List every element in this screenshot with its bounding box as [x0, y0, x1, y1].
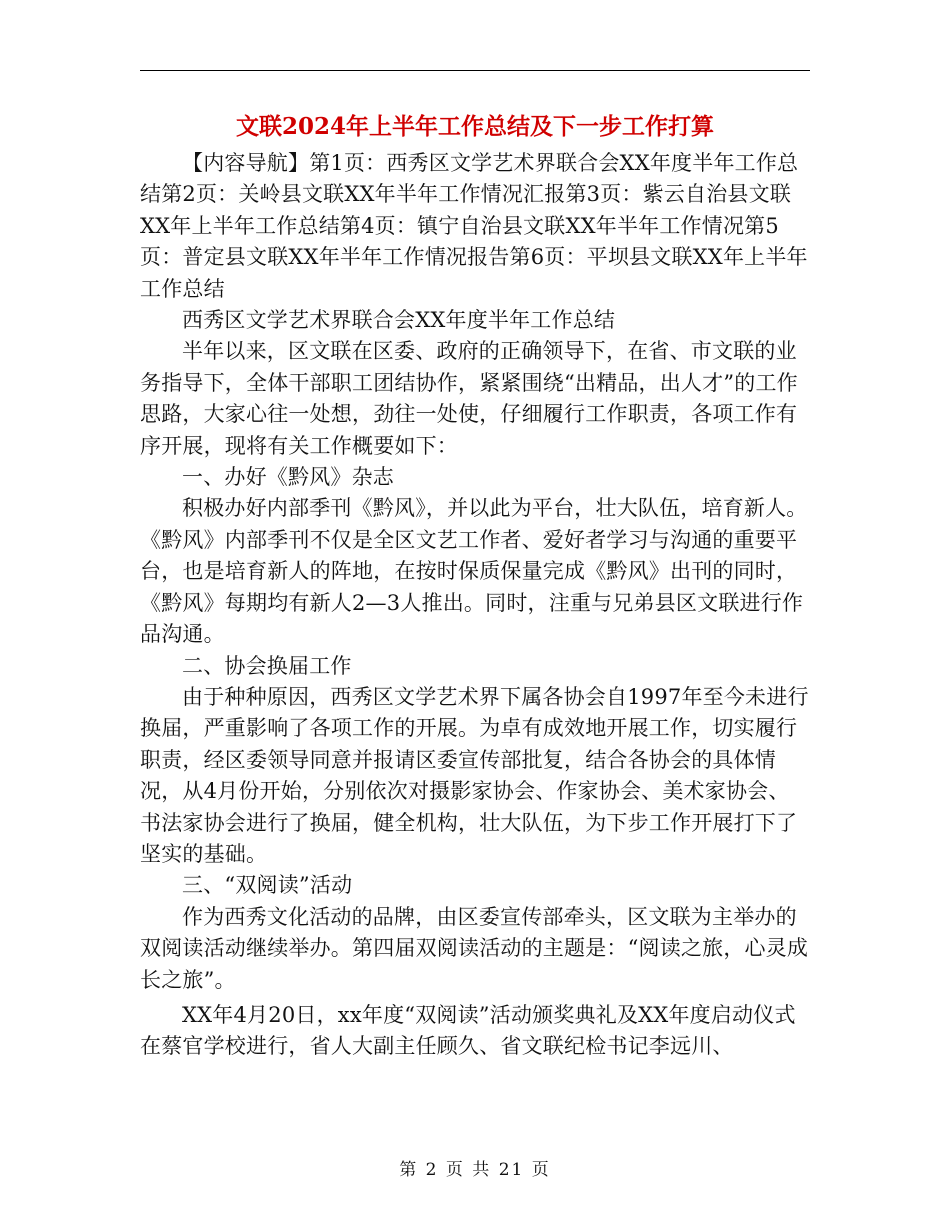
- section-heading: 西秀区文学艺术界联合会XX年度半年工作总结: [182, 308, 616, 333]
- section-heading: 二、协会换届工作: [182, 653, 352, 678]
- document-body: [140, 148, 810, 1063]
- body-paragraph: 积极办好内部季刊《黔风》，并以此为平台，壮大队伍，培育新人。《黔风》内部季刊不仅是全区文艺工作者、爱好者学习与沟通的重要平台，也是培育新人的阵地，在按时保质保量完成《黔风》出刊的同时，《黔风》每期均有新人2—3人推出。同时，注重与兄弟县区文联进行作品沟通。: [140, 496, 808, 647]
- body-paragraph: 半年以来，区文联在区委、政府的正确领导下，在省、市文联的业务指导下，全体干部职工团结协作，紧紧围绕“出精品，出人才”的工作思路，大家心往一处想，劲往一处使，仔细履行工作职责，各项工作有序开展，现将有关工作概要如下：: [140, 339, 798, 458]
- section-heading: 三、“双阅读”活动: [182, 873, 353, 898]
- body-paragraph: XX年4月20日，xx年度“双阅读”活动颁奖典礼及XX年度启动仪式在蔡官学校进行，省人大副主任顾久、省文联纪检书记李远川、: [140, 1002, 796, 1059]
- body-paragraph: 作为西秀文化活动的品牌，由区委宣传部牵头，区文联为主举办的双阅读活动继续举办。第四届双阅读活动的主题是：“阅读之旅，心灵成长之旅”。: [140, 904, 809, 992]
- body-paragraph: 由于种种原因，西秀区文学艺术界下属各协会自1997年至今未进行换届，严重影响了各项工作的开展。为卓有成效地开展工作，切实履行职责，经区委领导同意并报请区委宣传部批复，结合各协会的具体情况，从4月份开始，分别依次对摄影家协会、作家协会、美术家协会、书法家协会进行了换届，健全机构，壮大队伍，为下步工作开展打下了坚实的基础。: [140, 684, 809, 866]
- page-number-footer: 第 2 页 共 21 页: [399, 1160, 551, 1180]
- section-heading: 一、办好《黔风》杂志: [182, 465, 394, 490]
- header-rule: [140, 70, 810, 71]
- document-title: 文联2024年上半年工作总结及下一步工作打算: [235, 113, 714, 140]
- content-navigation-paragraph: 【内容导航】第1页：西秀区文学艺术界联合会XX年度半年工作总结第2页：关岭县文联XX年半年工作情况汇报第3页：紫云自治县文联XX年上半年工作总结第4页：镇宁自治县文联XX年半年工作情况第5页：普定县文联XX年半年工作情况报告第6页：平坝县文联XX年上半年工作总结: [140, 151, 808, 301]
